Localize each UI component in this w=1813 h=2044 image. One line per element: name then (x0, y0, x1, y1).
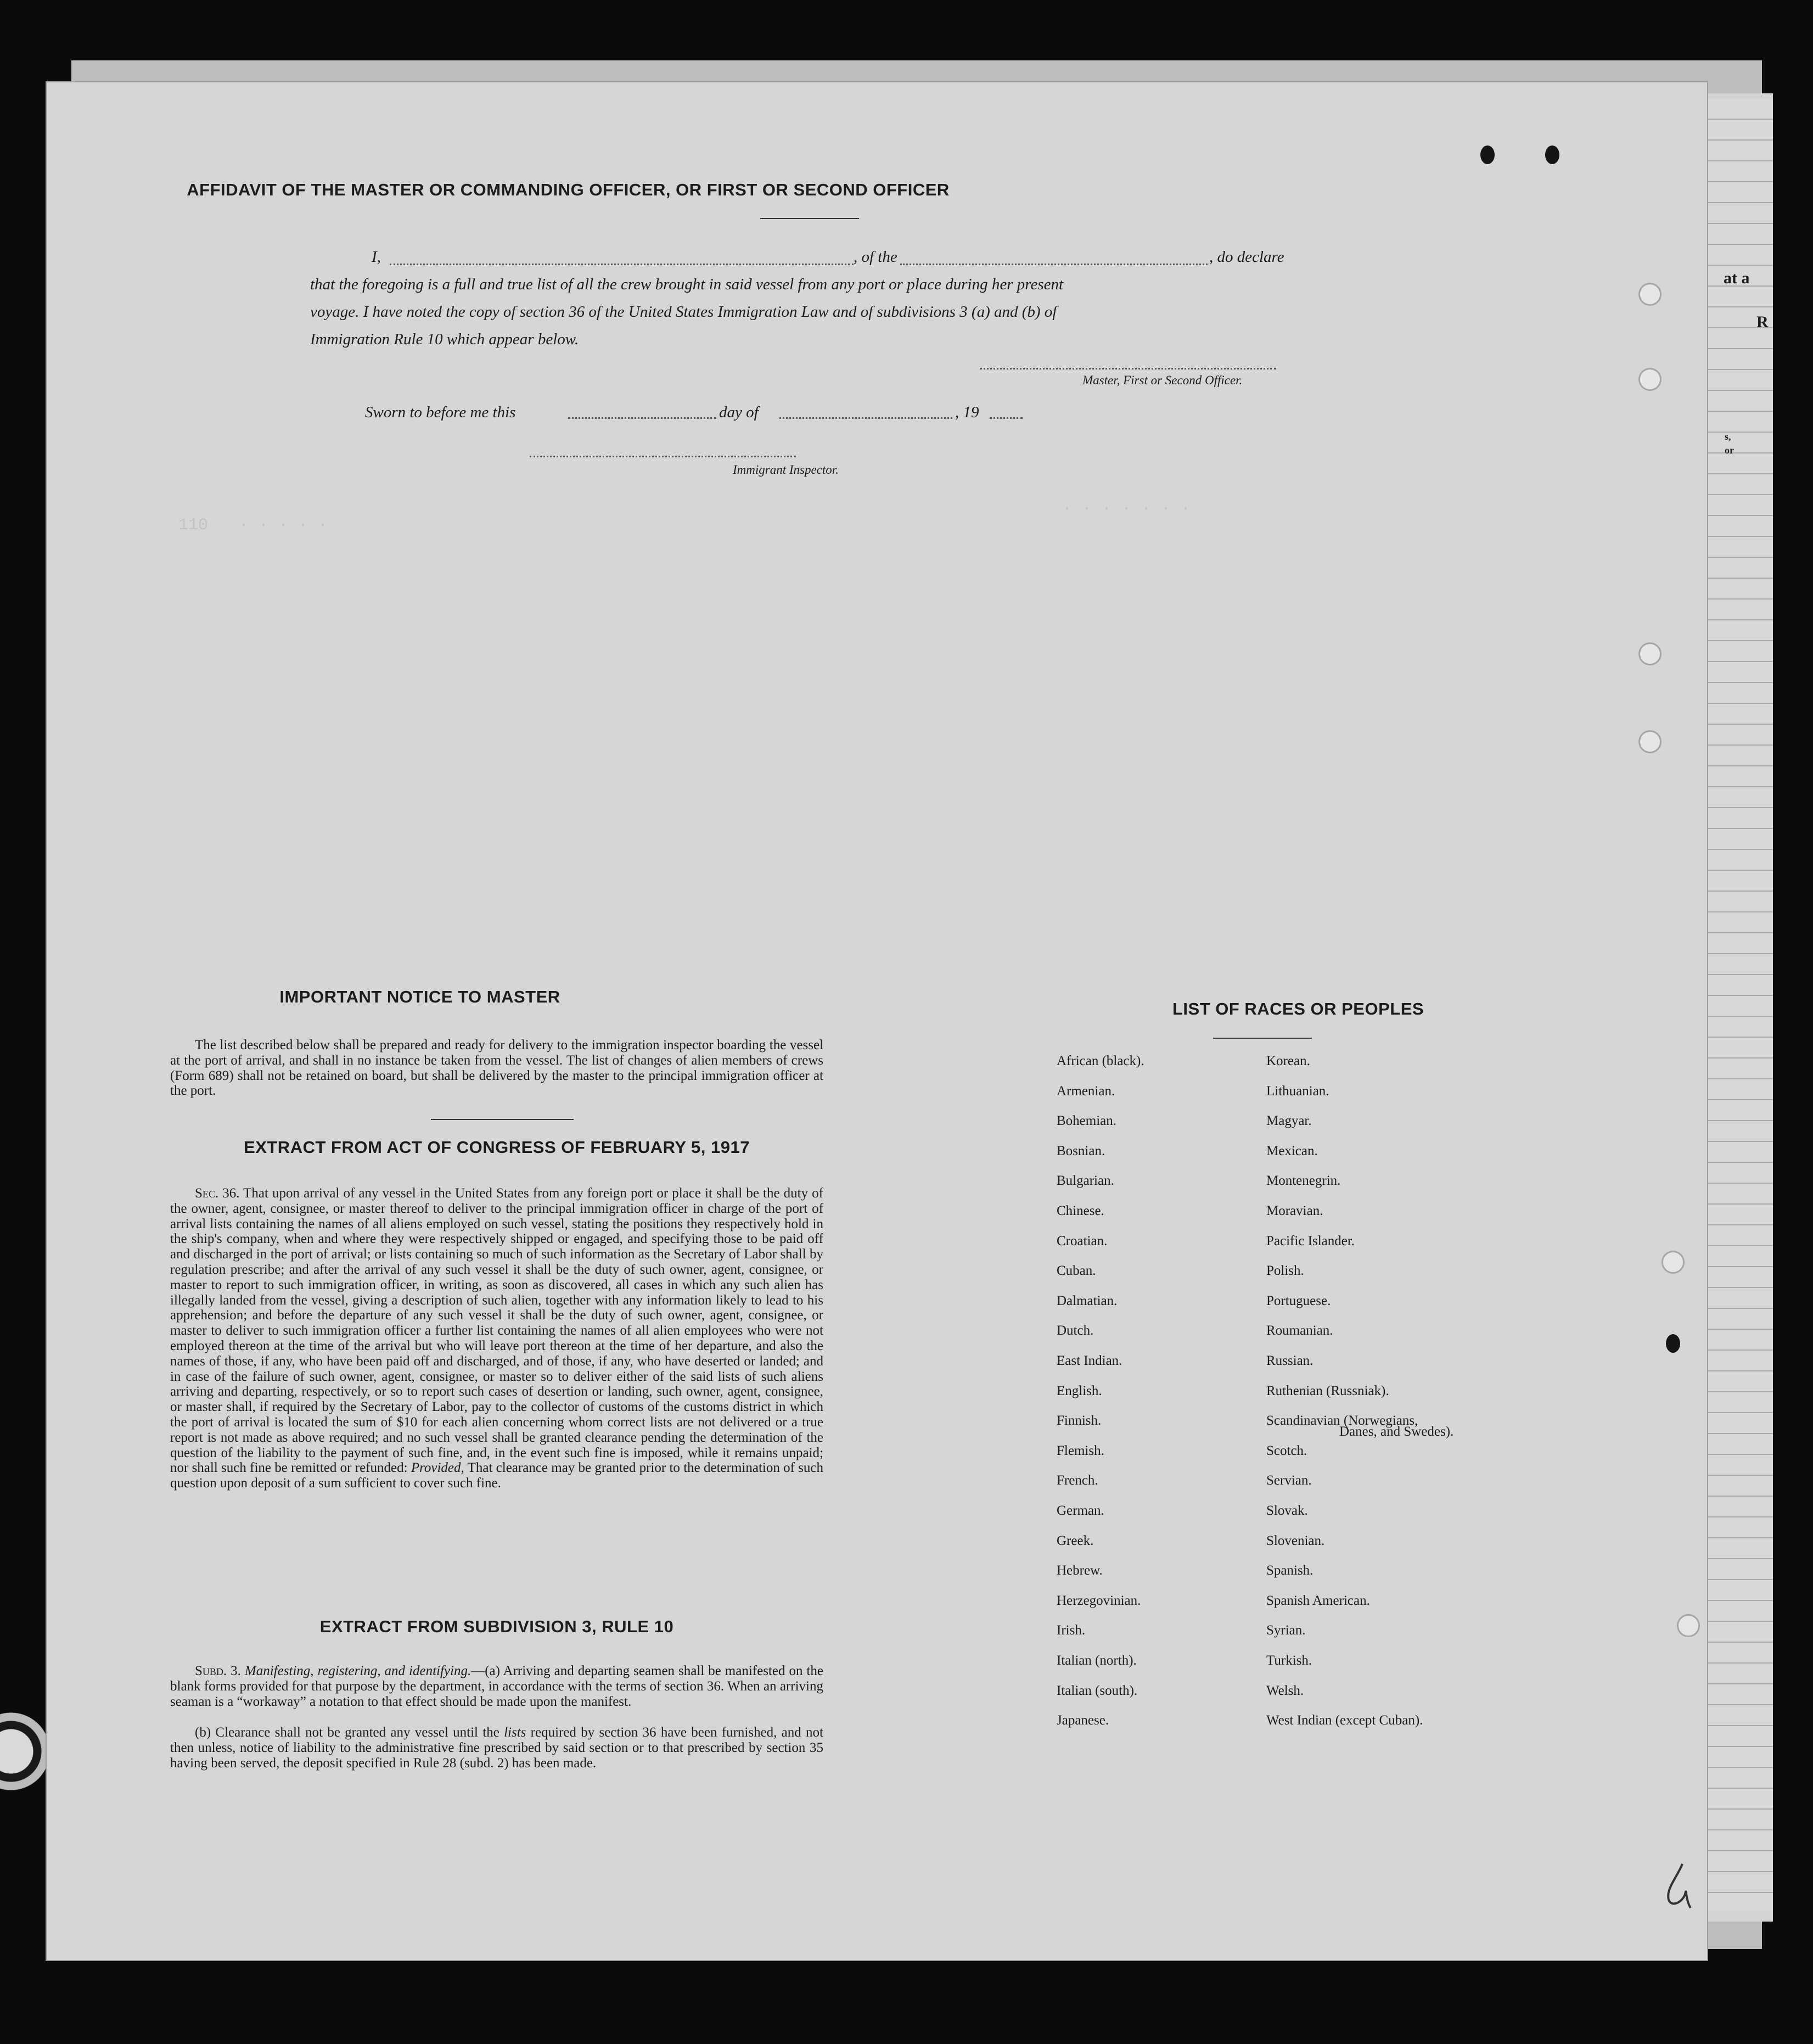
affidavit-line-4: Immigration Rule 10 which appear below. (310, 331, 579, 348)
b-text-1: Clearance shall not be granted any vessel until the (211, 1725, 504, 1740)
race-item: Hebrew. (1057, 1563, 1103, 1578)
race-item: Magyar. (1266, 1113, 1312, 1129)
race-item: Croatian. (1057, 1233, 1108, 1248)
b-marker: (b) (195, 1725, 211, 1740)
race-item: Spanish American. (1266, 1593, 1370, 1608)
sworn-year-field[interactable] (990, 417, 1023, 419)
race-item: Pacific Islander. (1266, 1233, 1355, 1248)
race-item: Ruthenian (Russniak). (1266, 1383, 1389, 1398)
bleed-through-mark: · · · · · (239, 516, 328, 535)
margin-text-s: s, (1725, 431, 1731, 442)
notice-title: IMPORTANT NOTICE TO MASTER (279, 987, 560, 1006)
race-item: Bohemian. (1057, 1113, 1117, 1129)
race-item: Flemish. (1057, 1443, 1104, 1458)
title-rule (760, 218, 859, 219)
manifest-page (47, 82, 1707, 1960)
provided-word: Provided, (411, 1460, 464, 1476)
affidavit-declare: , do declare (1209, 248, 1284, 266)
race-item: Welsh. (1266, 1683, 1304, 1698)
notice-text: The list described below shall be prepared and ready for delivery to the immigration inspector boarding the vessel at the port of arrival, and shall in no instance be taken from the vessel. The list of changes of alien members of crews (Form 689) shall not be retained on board, but shall be delivered by the master to the principal immigration officer at the port. (170, 1038, 823, 1099)
race-item: Russian. (1266, 1353, 1314, 1368)
rule-extract-title: EXTRACT FROM SUBDIVISION 3, RULE 10 (319, 1617, 674, 1636)
officer-name-field[interactable] (390, 264, 854, 265)
race-item: Italian (south). (1057, 1683, 1138, 1698)
binder-hole (1638, 642, 1662, 665)
act-extract-title: EXTRACT FROM ACT OF CONGRESS OF FEBRUARY 5, 1917 (244, 1138, 750, 1157)
bleed-through-mark: 110 (178, 516, 209, 535)
binder-hole (1666, 1334, 1680, 1353)
race-item: Bosnian. (1057, 1143, 1105, 1158)
affidavit-line-3: voyage. I have noted the copy of section 36 of the United States Immigration Law and of subdivisions 3 (a) and (b) of (310, 303, 1057, 321)
seal-stamp-edge (0, 1702, 52, 1856)
rule-extract-b (170, 1725, 823, 1771)
race-item: Spanish. (1266, 1563, 1314, 1578)
affidavit-i: I, (372, 248, 381, 266)
sec-label: Sec. 36. (195, 1186, 240, 1201)
binder-hole (1480, 145, 1495, 164)
margin-text-or: or (1725, 445, 1734, 456)
race-item: Lithuanian. (1266, 1083, 1329, 1099)
act-body-end: That clearance may be granted prior to the determination of such question upon deposit of a sum sufficient to cover such fine. (170, 1460, 824, 1491)
vessel-name-field[interactable] (900, 264, 1208, 265)
affidavit-title: AFFIDAVIT OF THE MASTER OR COMMANDING OFFICER, OR FIRST OR SECOND OFFICER (187, 180, 950, 199)
race-item: Servian. (1266, 1473, 1312, 1488)
race-item: Slovak. (1266, 1503, 1308, 1518)
race-item: Italian (north). (1057, 1653, 1137, 1668)
race-item-continuation: Danes, and Swedes). (1339, 1424, 1454, 1439)
binder-hole (1638, 283, 1662, 306)
a-marker: —(a) (471, 1664, 500, 1678)
race-item: Japanese. (1057, 1713, 1109, 1728)
affidavit-line-2: that the foregoing is a full and true list of all the crew brought in said vessel from any port or place during her present (310, 276, 1064, 293)
race-item: Chinese. (1057, 1203, 1104, 1218)
margin-text-at-a: at a (1724, 269, 1750, 287)
race-item: Moravian. (1266, 1203, 1323, 1218)
race-item: Dutch. (1057, 1323, 1094, 1339)
inspector-signature-label: Immigrant Inspector. (733, 463, 839, 477)
race-item: African (black). (1057, 1054, 1144, 1068)
act-body: That upon arrival of any vessel in the United States from any foreign port or place it shall be the duty of the owner, agent, consignee, or master thereof to deliver to the principal immigration officer in charge of the port of arrival lists containing the names of all aliens employed on such vessel, stating the positions they respectively hold in the ship's company, when and where they were respectively shipped or engaged, and specifying those to be paid off and discharged in the port of arrival; or lists containing so much of such information as the Secretary of Labor shall by regulation prescribe; and after the arrival of any such vessel it shall be the duty of such owner, agent, consignee, or master to report to such immigration officer, in writing, as soon as discovered, all cases in which any such alien has illegally landed from the vessel, giving a description of such alien, together with any information likely to lead to his apprehension; and before the departure of any such vessel it shall be the duty of such owner, agent, consignee, or master to deliver to such immigration officer a further list containing the names of all alien employees who were not employed thereon at the time of the arrival but who will leave port thereon at the time of her departure, and also the names of those, if any, who have been paid off and discharged, and of those, if any, who have deserted or landed; and in case of the failure of such owner, agent, consignee, or master so to deliver either of the said lists of such aliens arriving and departing, respectively, or so to report such cases of desertion or landing, such owner, agent, consignee, or master shall, if required by the Secretary of Labor, pay to the collector of customs of the customs district in which the port of arrival is located the sum of $10 for each alien concerning whom correct lists are not delivered or a true report is not made as above required; and no such vessel shall be granted clearance pending the determination of the question of the liability to the payment of such fine, and, in the event such fine is imposed, while it remains unpaid; nor shall such fine be remitted or refunded: (170, 1186, 823, 1476)
race-item: Scotch. (1266, 1443, 1307, 1458)
notice-rule (431, 1119, 574, 1120)
race-item: Herzegovinian. (1057, 1593, 1141, 1608)
margin-text-r: R (1756, 313, 1769, 331)
year-label: , 19 (955, 404, 979, 421)
binder-hole (1638, 730, 1662, 753)
master-signature-field[interactable] (980, 368, 1276, 369)
race-item: German. (1057, 1503, 1104, 1518)
race-item: English. (1057, 1383, 1102, 1398)
race-item: Greek. (1057, 1533, 1094, 1548)
subd-title: Manifesting, registering, and identifying. (244, 1664, 472, 1678)
b-lists: lists (504, 1725, 526, 1740)
sworn-label: Sworn to before me this (365, 404, 516, 421)
b-text-2: required by section 36 have been furnished, and not then unless, notice of liability to the administrative fine prescribed by said section or to that prescribed by section 35 having been served, the deposit specified in Rule 28 (subd. 2) has been made. (170, 1725, 823, 1771)
master-signature-label: Master, First or Second Officer. (1082, 373, 1243, 387)
race-item: Irish. (1057, 1623, 1086, 1638)
act-extract-text (170, 1186, 823, 1491)
race-item: Scandinavian (Norwegians, (1266, 1413, 1418, 1429)
race-item: Cuban. (1057, 1263, 1096, 1279)
binder-hole (1677, 1614, 1700, 1637)
a-text: Arriving and departing seamen shall be manifested on the blank forms provided for that purpose by the department, in accordance with the terms of section 36. When an arriving seaman is a “workaway” a notation to that effect should be made upon the manifest. (170, 1664, 823, 1709)
race-item: Armenian. (1057, 1083, 1115, 1099)
binder-hole (1638, 368, 1662, 391)
day-of-label: day of (719, 404, 759, 421)
race-item: West Indian (except Cuban). (1266, 1713, 1423, 1728)
race-item: Portuguese. (1266, 1293, 1331, 1308)
race-item: Syrian. (1266, 1623, 1306, 1638)
races-rule (1213, 1038, 1312, 1039)
handwritten-mark-icon (1660, 1861, 1693, 1911)
sworn-day-field[interactable] (568, 417, 716, 419)
binder-hole (1545, 145, 1559, 164)
race-item: Polish. (1266, 1263, 1304, 1279)
race-item: Roumanian. (1266, 1323, 1333, 1339)
sworn-month-field[interactable] (779, 417, 952, 419)
race-item: Mexican. (1266, 1143, 1318, 1158)
subd-label: Subd. 3. (195, 1664, 241, 1678)
race-item: Finnish. (1057, 1413, 1102, 1429)
race-item: Bulgarian. (1057, 1173, 1114, 1189)
rule-extract-a (170, 1664, 823, 1709)
bleed-through-mark: · · · · · · · (1062, 500, 1191, 518)
affidavit-of-the: , of the (854, 248, 897, 266)
race-item: Slovenian. (1266, 1533, 1325, 1548)
race-item: Turkish. (1266, 1653, 1312, 1668)
race-item: Montenegrin. (1266, 1173, 1341, 1189)
race-item: Korean. (1266, 1054, 1310, 1068)
race-item: Dalmatian. (1057, 1293, 1118, 1308)
race-item: French. (1057, 1473, 1098, 1488)
binder-hole (1662, 1251, 1685, 1274)
inspector-signature-field[interactable] (530, 456, 796, 457)
races-title: LIST OF RACES OR PEOPLES (1172, 999, 1424, 1018)
race-item: East Indian. (1057, 1353, 1122, 1368)
